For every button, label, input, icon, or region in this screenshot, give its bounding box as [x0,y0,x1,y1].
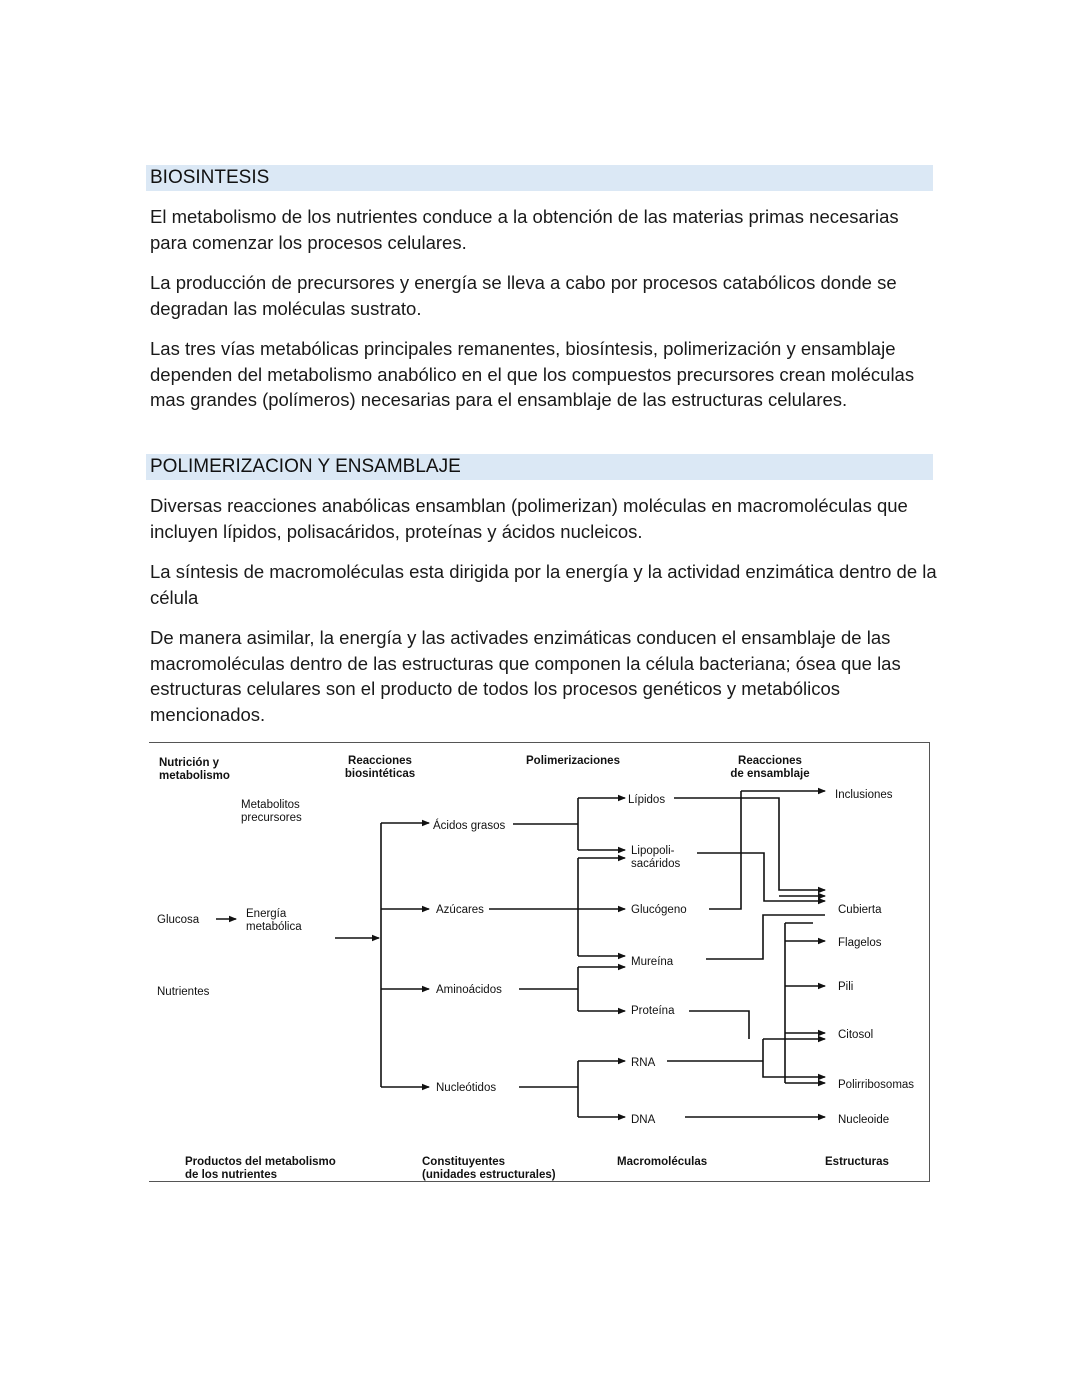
label-line: Azúcares [436,904,484,916]
paragraph: De manera asimilar, la energía y las activades enzimáticas conducen el ensamblaje de las macromoléculas dentro de las estructuras que componen la célula bacteriana; ósea que las estructuras celulares son el producto de todos los procesos genéticos y metabólicos mencionados. [150,627,901,725]
paragraph: Diversas reacciones anabólicas ensamblan (polimerizan) moléculas en macromoléculas que incluyen lípidos, polisacáridos, proteínas y ácidos nucleicos. [150,495,908,542]
label-line: Proteína [631,1005,675,1017]
label-line: metabólica [246,921,302,933]
node-mureina [631,956,674,968]
node-flagelos [838,937,882,949]
label-line: Glucógeno [631,904,687,916]
line-mureina-cubierta [706,915,825,959]
node-glucosa [157,914,200,926]
node-polirribosomas [838,1079,914,1091]
node-citosol [838,1029,873,1041]
label-line: Lípidos [628,794,666,806]
label-line: Ácidos grasos [433,820,506,832]
label-line: Reacciones [738,755,802,767]
label-line: de los nutrientes [185,1169,278,1181]
section-heading-polimerizacion: POLIMERIZACION Y ENSAMBLAJE [146,454,933,480]
label-line: Metabolitos [241,799,300,811]
label-line: Cubierta [838,904,882,916]
label-line: DNA [631,1114,656,1126]
label-line: RNA [631,1057,656,1069]
node-energia [246,908,302,933]
node-acidos-grasos [433,819,505,832]
node-lipopolisacaridos [631,845,680,870]
node-aminoacidos [436,984,502,996]
section-heading-biosintesis: BIOSINTESIS [146,165,933,191]
label-line: Aminoácidos [436,984,502,996]
arrow-lipidos-cubierta [674,798,825,890]
label-line: Flagelos [838,937,882,949]
header-biosinteticas [345,755,415,780]
label-line: Inclusiones [835,789,893,801]
label-line: Reacciones [348,755,412,767]
label-line: (unidades estructurales) [422,1169,556,1181]
node-nutrientes [157,986,210,998]
label-line: de ensamblaje [730,768,810,780]
footer-macromoleculas [617,1156,707,1168]
node-nucleoide [838,1114,889,1126]
label-line: metabolismo [159,770,230,782]
footer-constituyentes [422,1156,556,1181]
node-proteina [631,1005,675,1017]
label-line: Pili [838,981,854,993]
label-line: Energía [246,908,287,920]
node-rna [631,1057,656,1069]
footer-productos [185,1156,336,1181]
arrow-rna-polirribosomas [763,1039,825,1077]
label-line: Citosol [838,1029,874,1041]
label-line: Productos del metabolismo [185,1156,336,1168]
label-line: Nutrientes [157,986,210,998]
node-pili [838,981,853,993]
biosynthesis-diagram [149,742,930,1182]
node-nucleotidos [436,1082,496,1094]
label-line: Polimerizaciones [526,755,620,767]
paragraph: La producción de precursores y energía se lleva a cabo por procesos catabólicos donde se degradan las moléculas sustrato. [150,272,897,319]
arrow-lipopolisacaridos-cubierta [697,853,825,901]
node-metabolitos [241,799,302,824]
label-line: Nucleótidos [436,1082,497,1094]
label-line: Mureína [631,956,674,968]
node-glucogeno [631,904,687,916]
header-nutricion [159,757,230,782]
node-cubierta [838,904,882,916]
line-glucogeno-inclusiones [709,791,741,909]
node-dna [631,1114,656,1126]
paragraph: La síntesis de macromoléculas esta dirigida por la energía y la actividad enzimática dentro de la célula [150,561,937,608]
label-line: Constituyentes [422,1156,506,1168]
footer-estructuras [825,1156,889,1168]
header-polimerizaciones [526,755,620,767]
paragraph: El metabolismo de los nutrientes conduce a la obtención de las materias primas necesarias para comenzar los procesos celulares. [150,206,899,253]
label-line: biosintéticas [344,768,416,780]
node-azucares [436,904,484,916]
line-proteina [689,1011,749,1039]
paragraph: Las tres vías metabólicas principales remanentes, biosíntesis, polimerización y ensamblaje dependen del metabolismo anabólico en el que los compuestos precursores crean moléculas mas grandes (polímeros) necesarias para el ensamblaje de las estructuras celulares. [150,338,915,410]
label-line: precursores [241,812,302,824]
node-lipidos [628,794,665,806]
label-line: Macromoléculas [617,1156,708,1168]
label-line: Estructuras [825,1156,889,1168]
header-ensamblaje [730,755,809,780]
label-line: Polirribosomas [838,1079,915,1091]
diagram-canvas [149,743,930,1183]
label-line: sacáridos [631,858,681,870]
label-line: Lipopoli- [631,845,675,857]
label-line: Glucosa [157,914,200,926]
label-line: Nutrición y [159,757,220,769]
label-line: Nucleoide [838,1114,890,1126]
node-inclusiones [835,789,893,801]
